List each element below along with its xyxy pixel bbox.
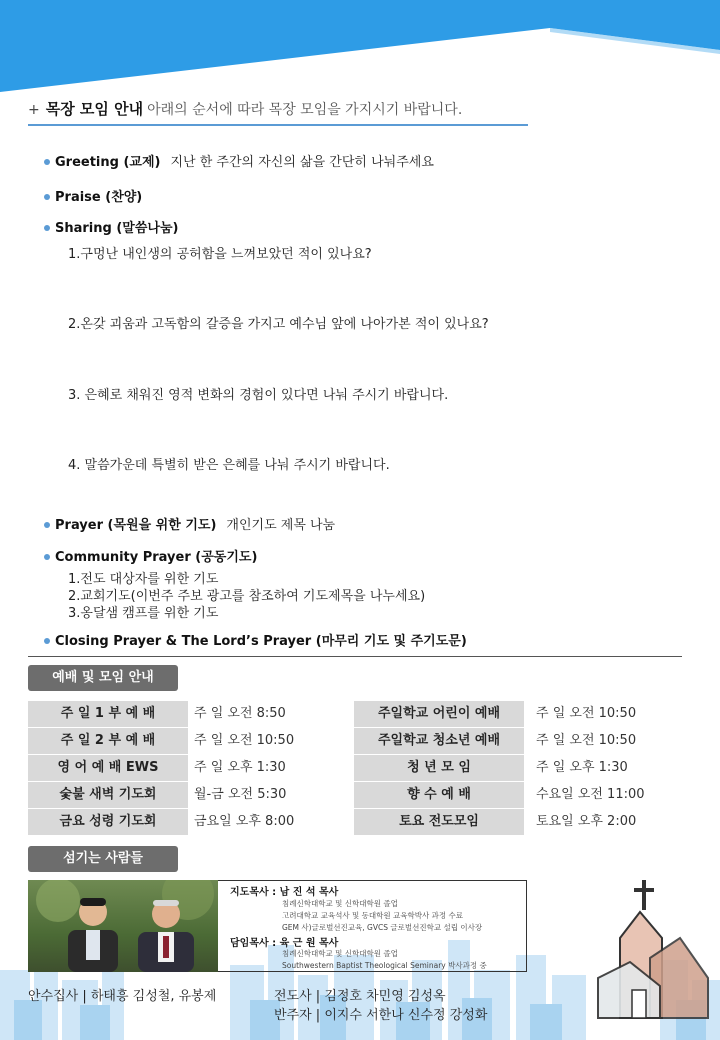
schedule-title: 예배 및 모임 안내 [28,665,178,691]
service-time: 주 일 오전 10:50 [536,733,637,748]
bullet-icon [44,554,50,560]
community-item [44,546,257,565]
bullet-icon [44,194,50,200]
pastor2-credential: 침례신학대학교 및 신학대학원 졸업 [282,949,398,958]
closing-label: Closing Prayer & The Lord’s Prayer (마무리 기도 및 주기도문) [55,634,467,649]
service-name: 향 수 예 배 [354,782,524,808]
prayer-item [44,514,335,533]
community-item-2: 2.교회기도(이번주 주보 광고를 참조하여 기도제목을 나누세요) [68,589,426,604]
schedule-row [28,755,682,781]
schedule-row [28,809,682,835]
service-name: 청 년 모 임 [354,755,524,781]
service-time: 주 일 오전 8:50 [194,706,286,721]
service-time: 주 일 오전 10:50 [194,733,295,748]
pastor-info-box [218,880,527,972]
pastor1-role: 지도목사 : 남 진 석 목사 [230,887,339,898]
service-time: 토요일 오후 2:00 [536,814,637,829]
service-time: 금요일 오후 8:00 [194,814,295,829]
staff-evangelists: 전도사 | 김정호 차민영 김성옥 [274,989,446,1004]
sharing-question-4: 4. 말씀가운데 특별히 받은 은혜를 나눠 주시기 바랍니다. [68,458,390,473]
bullet-icon [44,159,50,165]
service-name: 금요 성령 기도회 [28,809,188,835]
service-time: 수요일 오전 11:00 [536,787,645,802]
greeting-item [44,151,434,170]
prayer-desc: 개인기도 제목 나눔 [226,518,336,533]
section-subtitle: 아래의 순서에 따라 목장 모임을 가지시기 바랍니다. [147,102,463,118]
service-time: 주 일 오전 10:50 [536,706,637,721]
schedule-row [28,728,682,754]
church-icon [590,878,710,1028]
sharing-item [44,217,178,236]
service-time: 주 일 오후 1:30 [194,760,286,775]
service-name: 주 일 1 부 예 배 [28,701,188,727]
top-banner [0,0,720,100]
community-label: Community Prayer (공동기도) [55,550,258,565]
staff-deacons: 안수집사 | 하태흥 김성철, 유봉제 [28,989,217,1004]
praise-label: Praise (찬양) [55,190,143,205]
section-title: 목장 모임 안내 [45,100,144,118]
closing-item [44,630,467,649]
service-name: 영 어 예 배 EWS [28,755,188,781]
servants-title: 섬기는 사람들 [28,846,178,872]
schedule-row [28,782,682,808]
community-item-1: 1.전도 대상자를 위한 기도 [68,572,219,587]
staff-accompanists: 반주자 | 이지수 서한나 신수정 강성화 [274,1008,488,1023]
sharing-question-2: 2.온갖 괴움과 고독함의 갈증을 가지고 예수님 앞에 나아가본 적이 있나요? [68,317,489,332]
service-time: 주 일 오후 1:30 [536,760,628,775]
pastor1-credential: 고려대학교 교육석사 및 동대학원 교육학박사 과정 수료 [282,911,463,920]
service-time: 월-금 오전 5:30 [194,787,287,802]
praise-item [44,186,142,205]
service-name: 토요 전도모임 [354,809,524,835]
community-item-3: 3.옹달샘 캠프를 위한 기도 [68,606,219,621]
service-name: 주일학교 청소년 예배 [354,728,524,754]
sharing-label: Sharing (말씀나눔) [55,221,179,236]
divider [28,656,682,657]
service-name: 숯불 새벽 기도회 [28,782,188,808]
bullet-icon [44,638,50,644]
service-name: 주일학교 어린이 예배 [354,701,524,727]
sharing-question-1: 1.구멍난 내인생의 공허함을 느껴보았던 적이 있나요? [68,247,372,262]
pastor1-credential: 침례신학대학교 및 신학대학원 졸업 [282,899,398,908]
service-name: 주 일 2 부 예 배 [28,728,188,754]
plus-icon: + [28,102,40,118]
schedule-row [28,701,682,727]
greeting-label: Greeting (교제) [55,155,161,170]
pastor2-credential: Southwestern Baptist Theological Seminary 박사과정 중 [282,961,487,970]
bullet-icon [44,522,50,528]
prayer-label: Prayer (목원을 위한 기도) [55,518,217,533]
pastor2-role: 담임목사 : 육 근 원 목사 [230,938,339,949]
greeting-desc: 지난 한 주간의 자신의 삶을 간단히 나눠주세요 [170,155,434,170]
sharing-question-3: 3. 은혜로 채워진 영적 변화의 경험이 있다면 나눠 주시기 바랍니다. [68,388,449,403]
bullet-icon [44,225,50,231]
section-header [28,98,528,126]
pastors-photo [28,880,218,972]
pastor1-credential: GEM 사)글로벌선진교육, GVCS 글로벌선진학교 설립 이사장 [282,923,483,932]
